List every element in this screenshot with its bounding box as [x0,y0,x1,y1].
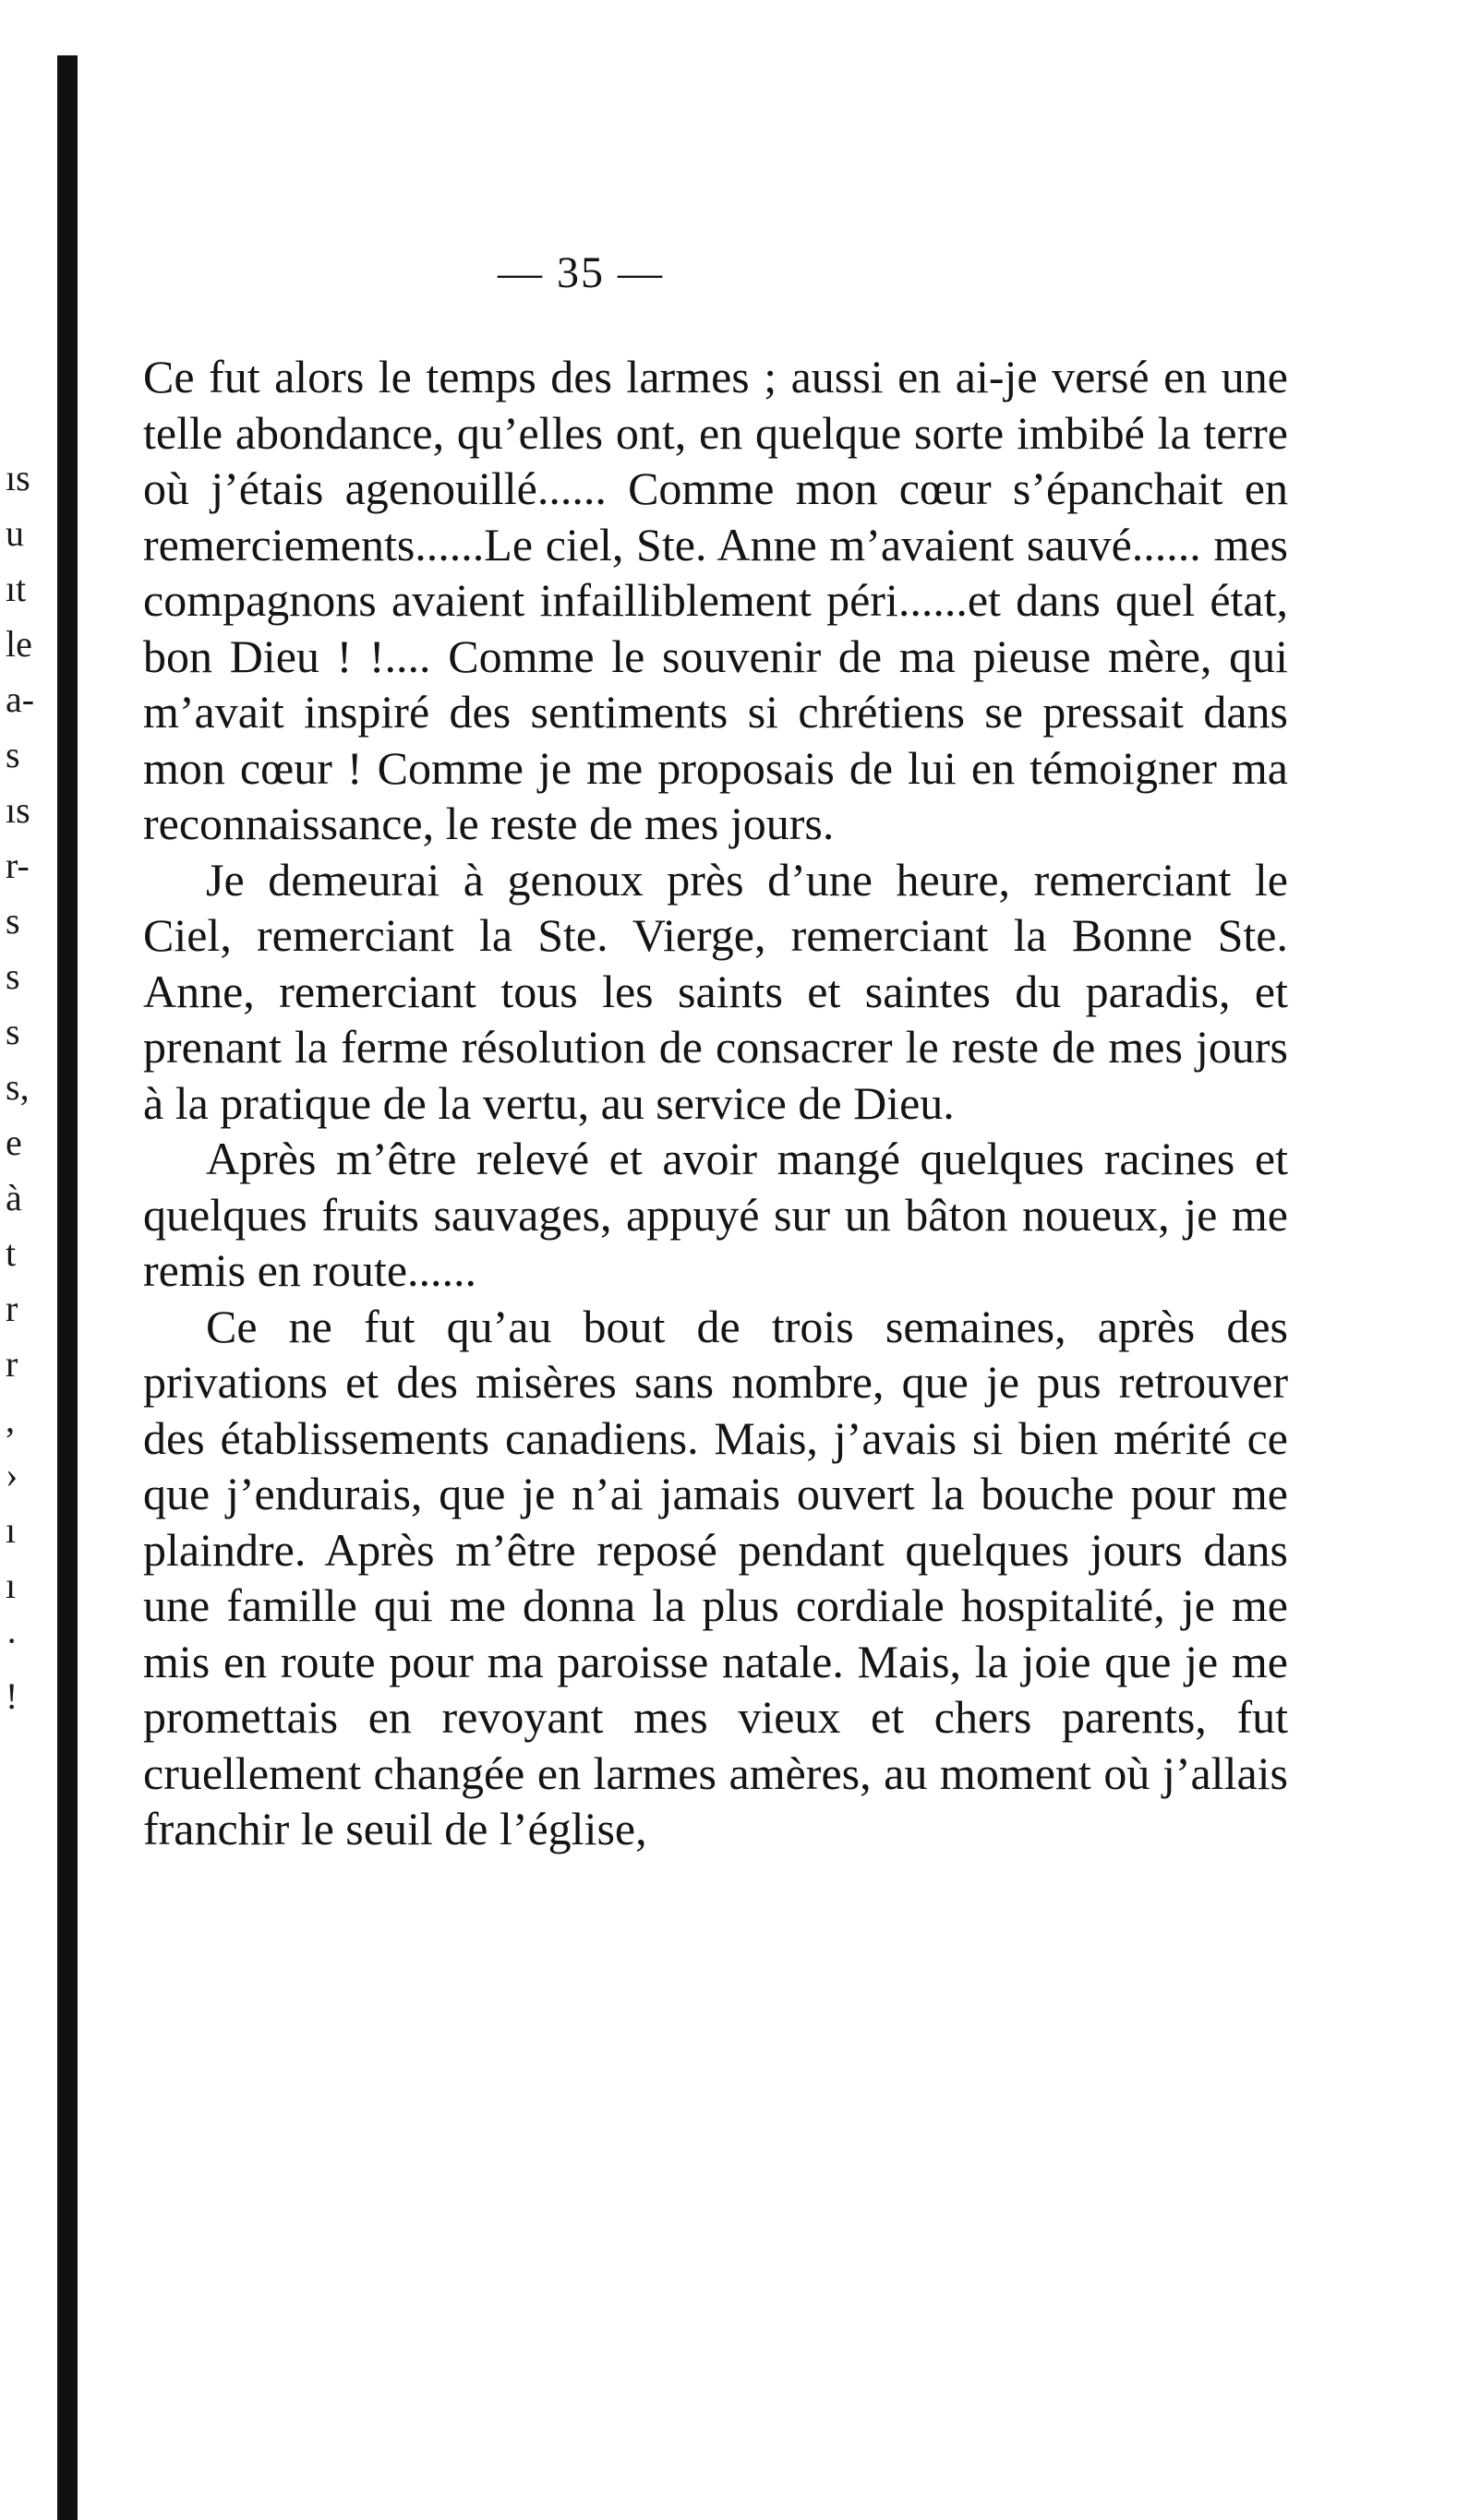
margin-fragment: e [6,1122,22,1163]
page-number: — 35 — [498,248,664,297]
margin-fragment: ! [6,1675,18,1717]
margin-fragment: u [6,512,24,554]
margin-fragment: , [6,1398,15,1440]
margin-fragment: s [6,955,20,997]
adjacent-page-fragments [0,450,57,1724]
margin-fragment: r [6,1343,18,1385]
margin-fragment: a- [6,678,35,720]
margin-fragment: à [6,1177,22,1218]
margin-fragment: s [6,734,20,775]
margin-fragment: s, [6,1066,30,1108]
margin-fragment: ıt [6,568,27,609]
paragraph: Ce ne fut qu’au bout de trois semaines, après des privations et des misères sans nombre, que je pus retrouver des établissements canadiens. Mais, j’avais si bien mérité ce que j’endurais, que je n’ai jamais ouvert la bouche pour me plaindre. Après m’être reposé pendant quelques jours dans une famille qui me donna la plus cordiale hospitalité, je me mis en route pour ma paroisse natale. Mais, la joie que je me promettais en revoyant mes vieux et chers parents, fut cruellement changée en larmes amères, au moment où j’allais franchir le seuil de l’église, [143,1300,1288,1854]
margin-fragment: s [6,900,20,942]
margin-fragment: ı [6,1565,17,1606]
margin-fragment: ıs [6,457,30,498]
paragraph: Après m’être relevé et avoir mangé quelques racines et quelques fruits sauvages, appuyé sur un bâton noueux, je me remis en route...... [143,1133,1288,1296]
margin-fragment: ı [6,1509,17,1551]
paragraph: Je demeurai à genoux près d’une heure, remerciant le Ciel, remerciant la Ste. Vierge, remerciant la Bonne Ste. Anne, remerciant tous les saints et saintes du paradis, et prenant la ferme résolution de consacrer le reste de mes jours à la pratique de la vertu, au service de Dieu. [143,853,1288,1129]
margin-fragment: r [6,1288,18,1329]
margin-fragment: ıs [6,789,30,831]
margin-fragment: t [6,1232,17,1274]
margin-fragment: › [6,1454,18,1495]
margin-fragment: r- [6,845,30,886]
page-binding-shadow [57,55,78,2520]
margin-fragment: s [6,1011,20,1052]
body-text [143,349,1288,1857]
paragraph: Ce fut alors le temps des larmes ; aussi en ai-je versé en une telle abondance, qu’elles ont, en quelque sorte imbibé la terre où j’étais agenouillé...... Comme mon cœur s’épanchait en remerciements......Le ciel, Ste. Anne m’avaient sauvé...... mes compagnons avaient infailliblement péri......et dans quel état, bon Dieu ! !.... Comme le souvenir de ma pieuse mère, qui m’avait inspiré des sentiments si chrétiens se pressait dans mon cœur ! Comme je me proposais de lui en témoigner ma reconnaissance, le reste de mes jours. [143,351,1288,849]
margin-fragment: · [6,1620,18,1662]
margin-fragment: le [6,623,32,665]
